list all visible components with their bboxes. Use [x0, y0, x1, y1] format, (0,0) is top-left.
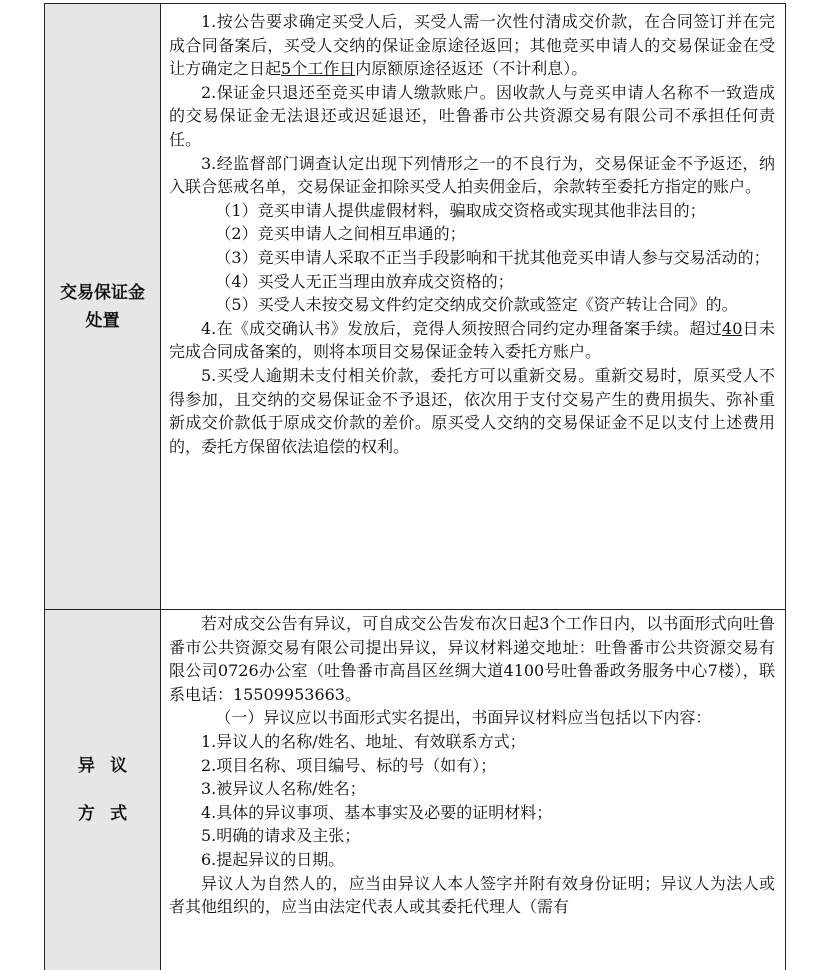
sub-item: （2）竞买申请人之间相互串通的；	[215, 224, 466, 244]
underlined-term: 5个工作日	[281, 59, 356, 79]
deposit-disposal-row	[45, 4, 785, 610]
objection-method-label	[45, 610, 161, 970]
document-table	[44, 3, 786, 970]
list-item: 5.明确的请求及主张；	[201, 826, 361, 846]
label-line: 交易保证金	[60, 282, 145, 303]
sub-item: （4）买受人无正当理由放弃成交资格的；	[215, 271, 514, 291]
paragraph: 1.按公告要求确定买受人后，买受人需一次性付清成交价款，在合同签订并在完成合同备案后，买受人交纳的保证金原途径返回；其他竞买申请人的交易保证金在受让方确定之日起5个工作日内原额原途径返还（不计利息）。	[169, 12, 775, 79]
paragraph: 2.保证金只退还至竞买申请人缴款账户。因收款人与竞买申请人名称不一致造成的交易保证金无法退还或迟延退还，吐鲁番市公共资源交易有限公司不承担任何责任。	[169, 82, 775, 149]
paragraph: 5.买受人逾期未支付相关价款，委托方可以重新交易。重新交易时，原买受人不得参加，且交纳的交易保证金不予退还，依次用于支付交易产生的费用损失、弥补重新成交价款低于原成交价款的差价。原买受人交纳的交易保证金不足以支付上述费用的，委托方保留依法追偿的权利。	[169, 365, 775, 456]
paragraph: （一）异议应以书面形式实名提出，书面异议材料应当包括以下内容：	[215, 708, 712, 728]
paragraph: 3.经监督部门调查认定出现下列情形之一的不良行为，交易保证金不予返还，纳入联合惩戒名单，交易保证金扣除买受人拍卖佣金后，余款转至委托方指定的账户。	[169, 153, 775, 197]
paragraph: 异议人为自然人的，应当由异议人本人签字并附有效身份证明；异议人为法人或者其他组织的，应当由法定代表人或其委托代理人（需有	[169, 873, 775, 917]
deposit-disposal-content	[161, 4, 785, 609]
sub-item: （3）竞买申请人采取不正当手段影响和干扰其他竞买申请人参与交易活动的；	[215, 247, 770, 267]
list-item: 1.异议人的名称/姓名、地址、有效联系方式；	[201, 731, 526, 751]
sub-item: （5）买受人未按交易文件约定交纳成交价款或签定《资产转让合同》的。	[215, 295, 738, 315]
label-line: 处置	[85, 310, 120, 331]
paragraph: 若对成交公告有异议，可自成交公告发布次日起3个工作日内，以书面形式向吐鲁番市公共资源交易有限公司提出异议，异议材料递交地址：吐鲁番市公共资源交易有限公司0726办公室（吐鲁番市高昌区丝绸大道4100号吐鲁番政务服务中心7楼），联系电话：15509953663。	[169, 614, 775, 704]
underlined-term: 40	[722, 318, 743, 338]
label-line: 异议	[77, 756, 143, 776]
list-item: 4.具体的异议事项、基本事实及必要的证明材料；	[201, 802, 553, 822]
objection-method-row	[45, 610, 785, 970]
list-item: 6.提起异议的日期。	[201, 849, 345, 869]
list-item: 2.项目名称、项目编号、标的号（如有）；	[201, 755, 497, 775]
objection-method-content	[161, 610, 785, 970]
paragraph: 4.在《成交确认书》发放后，竞得人须按照合同约定办理备案手续。超过40日未完成合同成备案的，则将本项目交易保证金转入委托方账户。	[169, 318, 775, 362]
list-item: 3.被异议人名称/姓名；	[201, 779, 366, 799]
sub-item: （1）竞买申请人提供虚假材料，骗取成交资格或实现其他非法目的；	[215, 200, 706, 220]
deposit-disposal-label	[45, 4, 161, 609]
label-line: 方式	[77, 804, 143, 824]
